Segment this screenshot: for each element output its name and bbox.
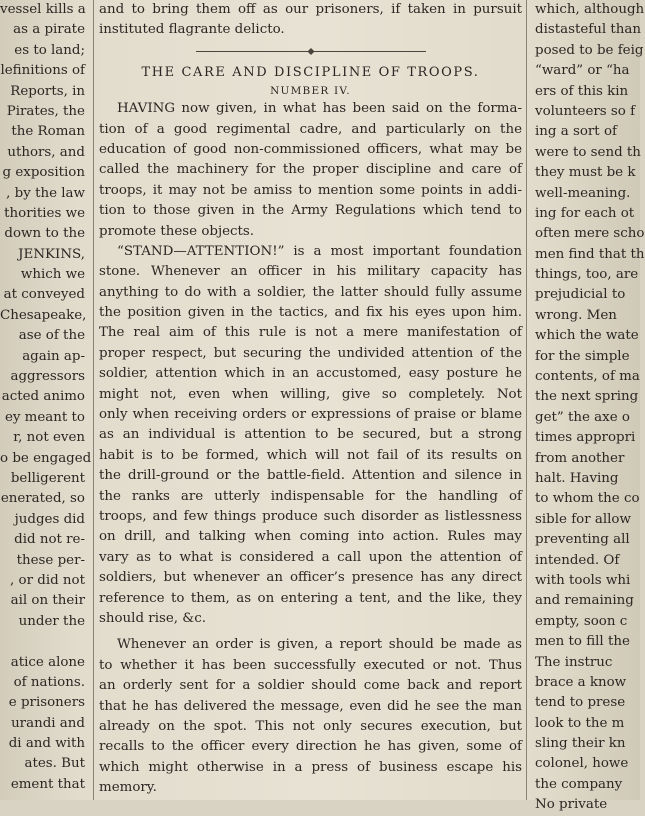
left-column-line: the Roman: [11, 124, 85, 140]
paragraph-line: called the machinery for the proper discipline and care of: [99, 162, 522, 178]
paragraph-line: The real aim of this rule is not a mere manifestation of: [99, 325, 522, 341]
left-column-line: ement that: [10, 776, 85, 792]
right-column-line: empty, soon c: [535, 613, 628, 629]
left-column-line: , by the law: [6, 185, 85, 201]
left-column-line: at conveyed: [3, 287, 85, 303]
paragraph-line: the drill-ground or the battle-field. Attention and silence in: [99, 468, 522, 484]
left-column-line: judges did: [14, 511, 85, 527]
left-column-line: g exposition: [2, 165, 85, 181]
left-column-line: di and with: [8, 736, 85, 752]
paragraph-3: [99, 635, 522, 798]
paragraph-line: Whenever an order is given, a report should be made as: [117, 637, 522, 653]
left-column-line: r, not even: [13, 430, 85, 446]
left-column-line: atice alone: [10, 654, 85, 670]
right-column-line: men to fill the: [535, 634, 630, 650]
right-column-line: The instruc: [535, 654, 613, 670]
left-column-line: ail on their: [10, 593, 85, 609]
left-column-line: enerated, so: [0, 491, 85, 507]
right-column-line: and remaining: [535, 593, 634, 609]
left-column-line: o be engaged: [0, 450, 92, 466]
right-column-line: sible for allow: [535, 511, 631, 527]
section-divider: [99, 41, 522, 63]
right-column-line: the next spring: [535, 389, 639, 405]
paragraph-line: only when receiving orders or expressions of praise or blame: [99, 407, 522, 423]
paragraph-line: the ranks are utterly indispensable for the handling of: [99, 488, 522, 504]
paragraph-line: as an individual is attention to be secured, but a strong: [99, 427, 522, 443]
left-column: [0, 0, 92, 800]
right-column-line: from another: [535, 450, 625, 466]
right-column: [531, 0, 645, 813]
left-column-line: as a pirate: [13, 22, 85, 38]
right-column-line: they must be k: [535, 165, 636, 181]
right-column-line: men find that th: [535, 246, 645, 262]
left-column-line: acted animo: [1, 389, 85, 405]
left-column-line: [0, 632, 87, 652]
right-column-line: No private: [535, 797, 608, 813]
left-column-line: of nations.: [13, 674, 85, 690]
right-column-line: for the simple: [535, 348, 630, 364]
paragraph-line: an orderly sent for a soldier should come back and report: [99, 678, 522, 694]
right-column-line: colonel, howe: [535, 756, 629, 772]
right-column-line: ing a sort of: [535, 124, 617, 140]
paragraph-line: recalls to the officer every direction he has given, some of: [99, 739, 522, 755]
paragraph-2: [99, 242, 522, 629]
right-column-line: things, too, are: [535, 267, 639, 283]
previous-article-line: and to bring them off as our prisoners, if taken in pursuit: [99, 2, 522, 17]
left-column-line: es to land;: [14, 42, 85, 58]
column-rule-right: [526, 0, 527, 800]
left-column-line: Reports, in: [10, 83, 85, 99]
paragraph-line: promote these objects.: [99, 223, 255, 239]
left-column-line: vessel kills a: [0, 2, 86, 17]
right-column-line: contents, of ma: [535, 369, 640, 385]
paragraph-line: habit is to be formed, which will not fail of its results on: [99, 447, 522, 463]
left-column-line: down to the: [4, 226, 85, 242]
left-column-line: under the: [18, 613, 85, 629]
paragraph-line: anything to do with a soldier, the latter should fully assume: [99, 284, 522, 300]
right-column-line: intended. Of: [535, 552, 620, 568]
paragraph-line: reference to them, as on entering a tent, and the like, they: [99, 590, 522, 606]
left-column-line: again ap-: [22, 348, 85, 364]
paragraph-line: “STAND—ATTENTION!” is a most important foundation: [117, 243, 522, 259]
paragraph-1: [99, 99, 522, 242]
paragraph-line: should rise, &c.: [99, 610, 206, 626]
right-column-line: ing for each ot: [535, 205, 635, 221]
right-column-line: well-meaning.: [535, 185, 631, 201]
right-column-line: were to send th: [535, 144, 641, 160]
left-column-line: urandi and: [11, 715, 85, 731]
left-column-line: did not re-: [14, 532, 85, 548]
right-column-line: times appropri: [535, 430, 636, 446]
left-column-line: ates. But: [24, 756, 85, 772]
paragraph-line: HAVING now given, in what has been said on the forma-: [117, 101, 522, 117]
left-column-line: uthors, and: [7, 144, 85, 160]
right-column-line: sling their kn: [535, 736, 626, 752]
article-subtitle: NUMBER IV.: [270, 85, 351, 98]
left-column-line: these per-: [16, 552, 85, 568]
paragraph-line: education of good non-commissioned officers, what may be: [99, 141, 522, 157]
right-column-line: to whom the co: [535, 491, 640, 507]
article-column: [99, 0, 522, 800]
paragraph-line: memory.: [99, 780, 157, 796]
paragraph-line: the position given in the tactics, and fix his eyes upon him.: [99, 305, 522, 321]
right-column-line: halt. Having: [535, 470, 619, 486]
left-column-line: which we: [20, 267, 85, 283]
paragraph-line: to whether it has been successfully executed or not. Thus: [99, 657, 522, 673]
article-title: THE CARE AND DISCIPLINE OF TROOPS.: [141, 64, 480, 80]
paragraph-line: stone. Whenever an officer in his military capacity has: [99, 264, 522, 280]
right-column-line: get” the axe o: [535, 409, 630, 425]
right-column-line: tend to prese: [535, 695, 626, 711]
right-column-line: distasteful than: [535, 22, 642, 38]
paragraph-line: soldiers, but whenever an officer’s presence has any direct: [99, 570, 522, 586]
left-column-line: Pirates, the: [6, 103, 85, 119]
paragraph-line: troops, and few things produce such disorder as listlessness: [99, 508, 522, 524]
right-column-line: volunteers so f: [535, 103, 636, 119]
right-column-line: wrong. Men: [535, 307, 617, 323]
previous-article-ending: [99, 0, 522, 41]
right-column-line: brace a know: [535, 674, 627, 690]
right-column-line: often mere scho: [535, 226, 645, 242]
paragraph-line: vary as to what is considered a call upon the attention of: [99, 549, 522, 565]
right-column-line: “ward” or “ha: [535, 63, 630, 79]
previous-article-line: instituted flagrante delicto.: [99, 22, 285, 38]
left-column-line: aggressors: [10, 369, 85, 385]
left-column-line: , or did not: [10, 572, 85, 588]
right-column-line: prejudicial to: [535, 287, 626, 303]
left-column-line: lefinitions of: [0, 63, 85, 79]
paragraph-line: might not, even when willing, give so completely. Not: [99, 386, 522, 402]
right-column-line: which the wate: [535, 328, 639, 344]
paragraph-line: tion to those given in the Army Regulations which tend to: [99, 203, 522, 219]
right-column-line: look to the m: [535, 715, 625, 731]
paragraph-line: on drill, and talking when coming into action. Rules may: [99, 529, 522, 545]
right-column-line: the company: [535, 776, 623, 792]
paragraph-line: soldier, attention which in an accustomed, easy posture he: [99, 366, 522, 382]
right-column-line: with tools whi: [535, 572, 631, 588]
left-column-line: ase of the: [18, 328, 85, 344]
paragraph-line: troops, it may not be amiss to mention some points in addi-: [99, 182, 522, 198]
left-column-line: JENKINS,: [18, 246, 85, 262]
paragraph-line: which might otherwise in a press of business escape his: [99, 759, 522, 775]
left-column-line: Chesapeake,: [0, 307, 87, 323]
right-column-line: which, although: [535, 2, 645, 17]
paragraph-line: proper respect, but securing the undivided attention of the: [99, 345, 522, 361]
paragraph-line: tion of a good regimental cadre, and particularly on the: [99, 121, 522, 137]
column-rule-left: [93, 0, 94, 800]
right-column-line: posed to be feig: [535, 42, 644, 58]
paragraph-line: that he has delivered the message, even did he see the man: [99, 698, 522, 714]
right-column-line: ers of this kin: [535, 83, 629, 99]
left-column-line: ey meant to: [4, 409, 85, 425]
left-column-line: e prisoners: [8, 695, 85, 711]
left-column-line: thorities we: [4, 205, 85, 221]
paragraph-line: already on the spot. This not only secures execution, but: [99, 718, 522, 734]
left-column-line: belligerent: [10, 470, 85, 486]
right-column-line: preventing all: [535, 532, 630, 548]
